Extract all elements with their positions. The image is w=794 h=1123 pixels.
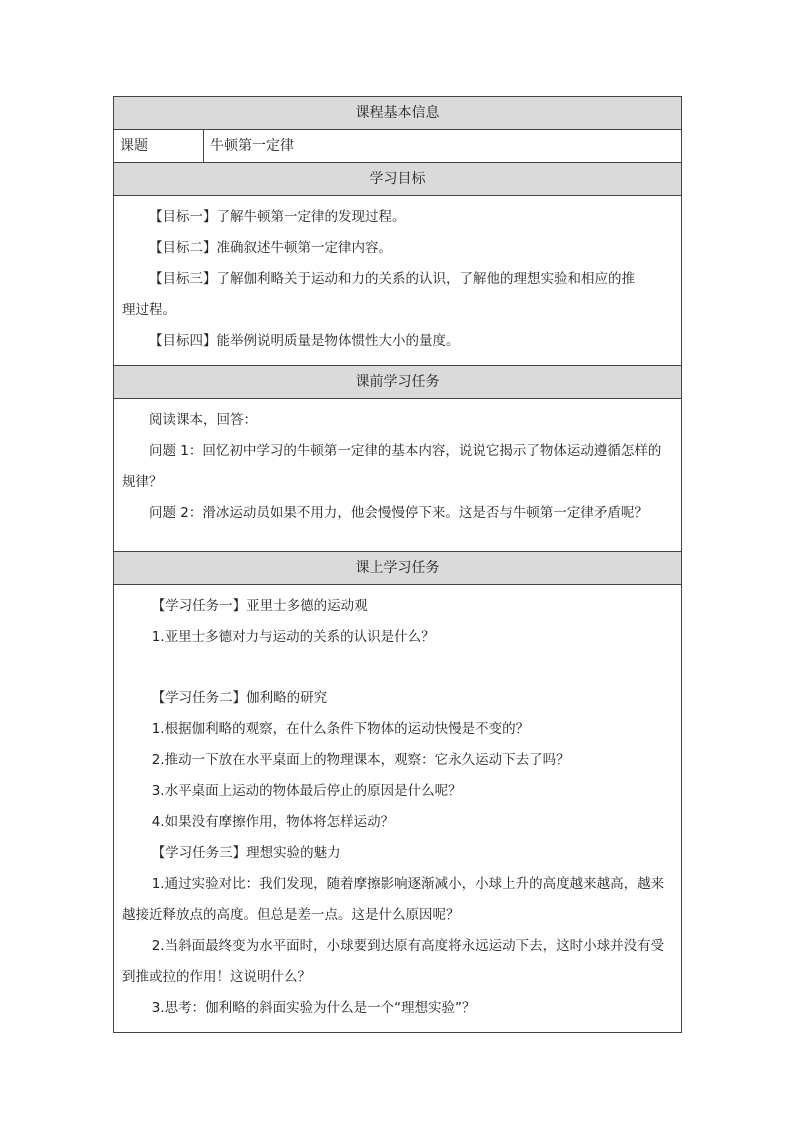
task2-q3: 3.水平桌面上运动的物体最后停止的原因是什么呢？ [151, 783, 462, 799]
task2-q2: 2.推动一下放在水平桌面上的物理课本，观察：它永久运动下去了吗？ [151, 752, 570, 768]
task1-title: 【学习任务一】亚里士多德的运动观 [151, 598, 368, 614]
pre-class-q1: 问题 1：回忆初中学习的牛顿第一定律的基本内容，说说它揭示了物体运动遵循怎样的 [149, 443, 662, 459]
task3-q1: 1.通过实验对比：我们发现，随着摩擦影响逐渐减小，小球上升的高度越来越高，越来 [151, 876, 665, 892]
task3-q1-cont: 越接近释放点的高度。但总是差一点。这是什么原因呢？ [122, 907, 460, 923]
pre-class-header: 课前学习任务 [114, 366, 681, 399]
objective-2: 【目标二】准确叙述牛顿第一定律内容。 [149, 240, 392, 256]
task3-q2-cont: 到推或拉的作用！这说明什么？ [122, 969, 311, 985]
task3-q3: 3.思考：伽利略的斜面实验为什么是一个“理想实验”？ [151, 1000, 476, 1016]
subject-row [114, 130, 681, 163]
subject-label: 课题 [114, 130, 204, 162]
task3-q2: 2.当斜面最终变为水平面时，小球要到达原有高度将永远运动下去，这时小球并没有受 [151, 938, 665, 954]
objectives-block [114, 196, 681, 366]
objective-3: 【目标三】了解伽利略关于运动和力的关系的认识，了解他的理想实验和相应的推 [149, 271, 635, 287]
pre-class-intro: 阅读课本，回答： [149, 412, 257, 428]
task2-title: 【学习任务二】伽利略的研究 [151, 690, 328, 706]
task3-title: 【学习任务三】理想实验的魅力 [151, 845, 341, 861]
objective-3-cont: 理过程。 [122, 302, 176, 318]
lesson-table [113, 96, 682, 1033]
basic-info-header: 课程基本信息 [114, 97, 681, 130]
in-class-header: 课上学习任务 [114, 552, 681, 585]
objectives-header: 学习目标 [114, 163, 681, 196]
subject-value: 牛顿第一定律 [210, 138, 294, 154]
objective-4: 【目标四】能举例说明质量是物体惯性大小的量度。 [149, 333, 460, 349]
pre-class-block [114, 399, 681, 552]
pre-class-q2: 问题 2：滑冰运动员如果不用力，他会慢慢停下来。这是否与牛顿第一定律矛盾呢？ [149, 505, 648, 521]
task1-q1: 1.亚里士多德对力与运动的关系的认识是什么？ [151, 629, 435, 645]
task2-q4: 4.如果没有摩擦作用，物体将怎样运动？ [151, 814, 395, 830]
task2-q1: 1.根据伽利略的观察，在什么条件下物体的运动快慢是不变的？ [151, 721, 530, 737]
objective-1: 【目标一】了解牛顿第一定律的发现过程。 [149, 209, 406, 225]
pre-class-q1-cont: 规律？ [122, 474, 163, 490]
in-class-block [114, 585, 681, 1032]
